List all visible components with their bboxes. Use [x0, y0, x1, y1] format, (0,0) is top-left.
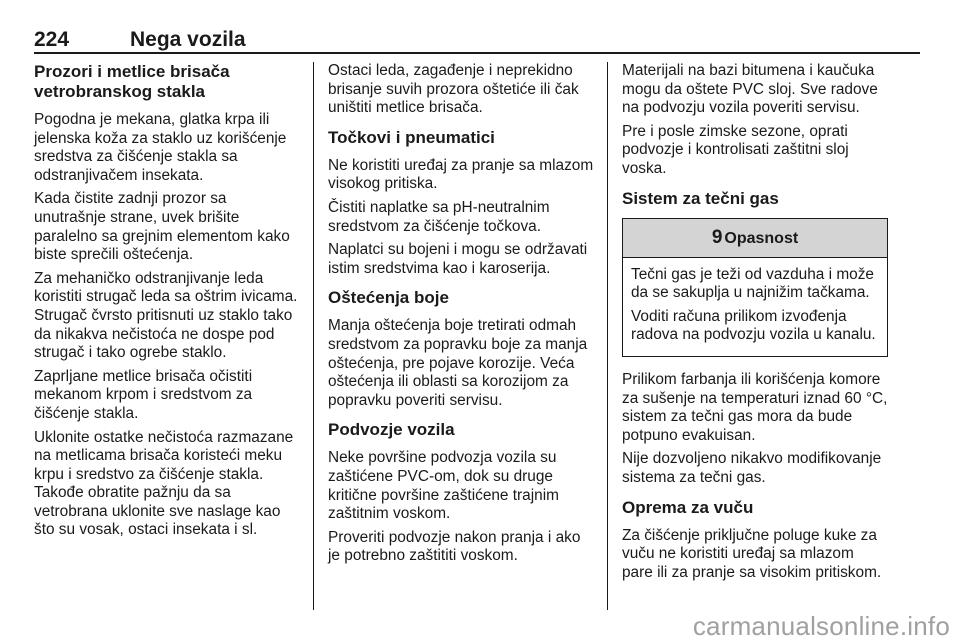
- paragraph: Uklonite ostatke nečistoća razmazane na metlicama brisača koristeći meku krpu i sredstvo za čišćenje stakla. Takođe obratite pažnju da sa vetrobrana uklonite sve naslage kao što su vosak, ostaci insekata i sl.: [34, 428, 294, 539]
- paragraph: Neke površine podvozja vozila su zaštićene PVC-om, dok su druge kritične površine zaštićene trajnim zaštitnim voskom.: [328, 449, 559, 523]
- section-heading-towing-equipment: Oprema za vuču: [622, 497, 754, 517]
- section-heading-wheels: Točkovi i pneumatici: [328, 127, 495, 147]
- paragraph: Čistiti naplatke sa pH-neutralnim sredstvom za čišćenje točkova.: [328, 198, 550, 235]
- paragraph: Voditi računa prilikom izvođenja radova na podvozju vozila u kanalu.: [631, 307, 876, 344]
- section-heading-underbody: Podvozje vozila: [328, 420, 455, 440]
- warning-header: [623, 219, 887, 258]
- section-heading-lpg-system: Sistem za tečni gas: [622, 188, 779, 208]
- paragraph: Ostaci leda, zagađenje i neprekidno brisanje suvih prozora oštetiće ili čak uništiti metlice brisača.: [328, 62, 579, 117]
- paragraph: Nije dozvoljeno nikakvo modifikovanje sistema za tečni gas.: [622, 450, 882, 486]
- page-header: [34, 0, 920, 54]
- section-heading-wipers: Prozori i metlice brisača vetrobranskog stakla: [34, 62, 230, 101]
- paragraph: Materijali na bazi bitumena i kaučuka mogu da oštete PVC sloj. Sve radove na podvozju vozila poveriti servisu.: [622, 62, 878, 117]
- paragraph: Naplatci su bojeni i mogu se održavati istim sredstvima kao i karoserija.: [328, 241, 588, 277]
- header-rule: [34, 52, 920, 54]
- paragraph: Pogodna je mekana, glatka krpa ili jelenska koža za staklo uz korišćenje sredstva za čišćenje stakla sa odstranjivačem insekata.: [34, 111, 287, 184]
- paragraph: Tečni gas je teži od vazduha i može da se sakuplja u najnižim tačkama.: [631, 265, 874, 302]
- paragraph: Za mehaničko odstranjivanje leda koristiti strugač leda sa oštrim ivicama. Strugač čvrsto pritisnuti uz staklo tako da nikakva nečistoća ne dospe pod strugač i tako ogrebe staklo.: [34, 269, 298, 362]
- section-heading-paint-damage: Oštećenja boje: [328, 288, 449, 308]
- chapter-title: Nega vozila: [130, 28, 246, 51]
- site-watermark: carmanualsonline.info: [692, 611, 950, 641]
- column-1: [34, 62, 300, 545]
- paragraph: Pre i posle zimske sezone, oprati podvozje i kontrolisati zaštitni sloj voska.: [622, 122, 849, 177]
- paragraph: Za čišćenje priključne poluge kuke za vuču ne koristiti uređaj sa mlazom pare ili za pranje sa visokim pritiskom.: [622, 526, 882, 581]
- warning-triangle-icon: 9: [711, 226, 723, 248]
- page-number: 224: [34, 28, 70, 51]
- column-2: [328, 62, 594, 571]
- danger-warning-box: [622, 218, 888, 357]
- paragraph: Kada čistite zadnji prozor sa unutrašnje strane, uvek brišite paralelno sa grejnim elementom kako biste sprečili oštećenja.: [34, 190, 290, 264]
- paragraph: Prilikom farbanja ili korišćenja komore za sušenje na temperaturi iznad 60 °C, sistem za tečni gas mora da bude potpuno evakuisan.: [622, 370, 888, 444]
- paragraph: Zaprljane metlice brisača očistiti mekanom krpom i sredstvom za čišćenje stakla.: [34, 367, 253, 422]
- paragraph: Manja oštećenja boje tretirati odmah sredstvom za popravku boje za manja oštećenja, pre pojave korozije. Veća oštećenja ili oblasti sa korozijom za popravku poveriti servisu.: [328, 317, 588, 409]
- column-divider-1: [313, 62, 314, 610]
- warning-body: [623, 258, 887, 356]
- paragraph: Proveriti podvozje nakon pranja i ako je potrebno zaštititi voskom.: [328, 528, 581, 565]
- paragraph: Ne koristiti uređaj za pranje sa mlazom visokog pritiska.: [328, 156, 594, 193]
- column-divider-2: [607, 62, 608, 610]
- column-3: [622, 62, 888, 587]
- warning-title: Opasnost: [724, 229, 799, 247]
